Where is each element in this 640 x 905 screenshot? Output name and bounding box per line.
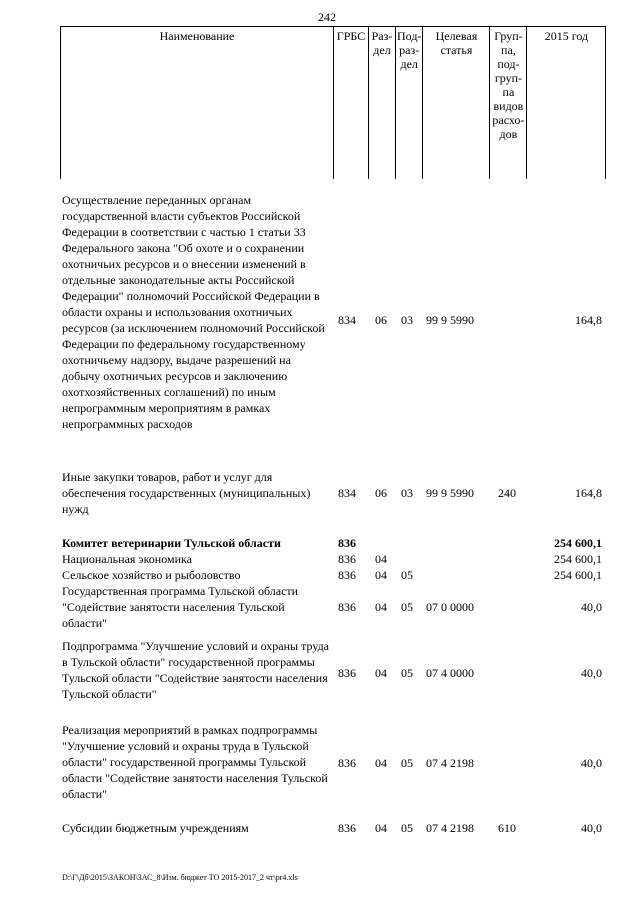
header-cst: Целевая статья <box>423 27 490 180</box>
row-podrazdel: 05 <box>401 756 413 770</box>
row-grbs: 836 <box>338 552 356 566</box>
row-grbs: 836 <box>338 536 356 550</box>
row-name: Реализация мероприятий в рамках подпрограммы "Улучшение условий и охраны труда в Тульской области" государственной программы Тульской области "Содействие занятости населения Тульской области" <box>62 723 328 801</box>
row-grbs: 834 <box>338 486 356 500</box>
row-podrazdel: 03 <box>401 313 413 327</box>
header-grbs: ГРБС <box>334 27 369 180</box>
row-razdel: 04 <box>375 552 387 566</box>
header-razdel: Раз- дел <box>369 27 396 180</box>
row-grbs: 836 <box>338 666 356 680</box>
row-razdel: 04 <box>375 568 387 582</box>
file-path-footer: D:\Г\Дб\2015\ЗАКОН\ЗАС_8\Изм. бюджет ТО 2015-2017_2 чт\pr4.xls <box>62 873 298 882</box>
row-name: Субсидии бюджетным учреждениям <box>62 821 249 835</box>
row-sum: 164,8 <box>575 486 602 500</box>
row-razdel: 04 <box>375 821 387 835</box>
row-sum: 254 600,1 <box>554 552 602 566</box>
row-sum: 254 600,1 <box>554 568 602 582</box>
row-sum: 40,0 <box>581 821 602 835</box>
row-podrazdel: 05 <box>401 600 413 614</box>
row-sum: 40,0 <box>581 756 602 770</box>
row-name: Государственная программа Тульской области "Содействие занятости населения Тульской области" <box>62 584 299 630</box>
row-cst: 07 0 0000 <box>426 600 474 614</box>
row-name: Подпрограмма "Улучшение условий и охраны труда в Тульской области" государственной программы Тульской области "Содействие занятости населения Тульской области" <box>62 639 329 701</box>
row-sum: 164,8 <box>575 313 602 327</box>
row-razdel: 04 <box>375 600 387 614</box>
row-name: Осуществление переданных органам государственной власти субъектов Российской Федерации в соответствии с частью 1 статьи 33 Федерального закона "Об охоте и о сохранении охотничьих ресурсов и о внесении изменений в отдельные законодательные акты Российской Федерации" полномочий Российской Федерации в области охраны и использования охотничьих ресурсов (за исключением полномочий Российской Федерации по федеральному государственному охотничьему надзору, выдаче разрешений на добычу охотничьих ресурсов и заключению охотхозяйственных соглашений) по иным непрограммным мероприятиям в рамках непрограммных расходов <box>62 193 325 431</box>
row-grbs: 834 <box>338 313 356 327</box>
row-sum: 40,0 <box>581 666 602 680</box>
row-cst: 99 9 5990 <box>426 313 474 327</box>
row-razdel: 06 <box>375 486 387 500</box>
row-grbs: 836 <box>338 600 356 614</box>
row-podrazdel: 05 <box>401 568 413 582</box>
header-sum: 2015 год <box>527 27 606 180</box>
page-number: 242 <box>318 10 336 24</box>
row-grbs: 836 <box>338 821 356 835</box>
row-sum: 254 600,1 <box>554 536 602 550</box>
row-cst: 07 4 2198 <box>426 821 474 835</box>
header-vid: Груп- па, под- груп- па видов расхо- дов <box>490 27 527 180</box>
row-podrazdel: 03 <box>401 486 413 500</box>
row-cst: 07 4 2198 <box>426 756 474 770</box>
row-razdel: 04 <box>375 666 387 680</box>
row-name: Комитет ветеринарии Тульской области <box>62 536 281 550</box>
header-name: Наименование <box>61 27 334 180</box>
row-name: Иные закупки товаров, работ и услуг для обеспечения государственных (муниципальных) нужд <box>62 470 311 516</box>
row-name: Сельское хозяйство и рыболовство <box>62 568 241 582</box>
header-podrazdel: Под- раз- дел <box>396 27 423 180</box>
row-razdel: 06 <box>375 313 387 327</box>
row-podrazdel: 05 <box>401 666 413 680</box>
row-grbs: 836 <box>338 756 356 770</box>
row-vid: 610 <box>498 821 516 835</box>
row-sum: 40,0 <box>581 600 602 614</box>
row-grbs: 836 <box>338 568 356 582</box>
table-header <box>60 26 606 179</box>
row-razdel: 04 <box>375 756 387 770</box>
row-vid: 240 <box>498 486 516 500</box>
row-cst: 99 9 5990 <box>426 486 474 500</box>
row-name: Национальная экономика <box>62 552 192 566</box>
row-podrazdel: 05 <box>401 821 413 835</box>
row-cst: 07 4 0000 <box>426 666 474 680</box>
